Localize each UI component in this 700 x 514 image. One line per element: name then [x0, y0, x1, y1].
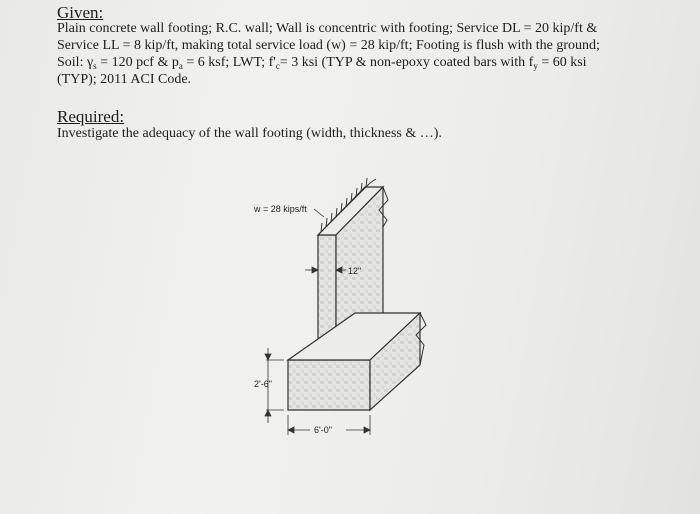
- given-line-4: (TYP); 2011 ACI Code.: [57, 72, 192, 87]
- given-line-3-part: = 120 pcf & p: [96, 55, 179, 70]
- given-line-2: Service LL = 8 kip/ft, making total service load (w) = 28 kip/ft; Footing is flush with the ground;: [57, 38, 600, 53]
- given-heading: Given:: [57, 3, 104, 22]
- load-label: w = 28 kips/ft: [254, 204, 307, 214]
- footing-thickness-label: 2'-6": [254, 379, 272, 389]
- subscript-y: y: [533, 61, 538, 71]
- load-leader: [314, 209, 324, 217]
- given-line-3-part: = 3 ksi (TYP & non-epoxy coated bars with f: [279, 55, 534, 70]
- given-line-3-part: = 60 ksi: [537, 55, 587, 70]
- subscript-c: c: [275, 61, 280, 71]
- footing-width-label: 6'-0": [314, 425, 332, 435]
- given-line-3-part: Soil: γ: [57, 55, 94, 70]
- footing: [288, 313, 426, 410]
- wall-thickness-label: 12": [348, 266, 362, 276]
- subscript-s: s: [93, 61, 97, 71]
- subscript-a: a: [178, 61, 183, 71]
- wall-footing-diagram: [200, 165, 500, 445]
- given-line-3-part: = 6 ksf; LWT; f': [182, 55, 276, 70]
- required-line-1: Investigate the adequacy of the wall footing (width, thickness & …).: [57, 126, 442, 141]
- required-heading: Required:: [57, 107, 125, 126]
- given-line-1: Plain concrete wall footing; R.C. wall; Wall is concentric with footing; Service DL = 20 kip/ft &: [57, 21, 598, 36]
